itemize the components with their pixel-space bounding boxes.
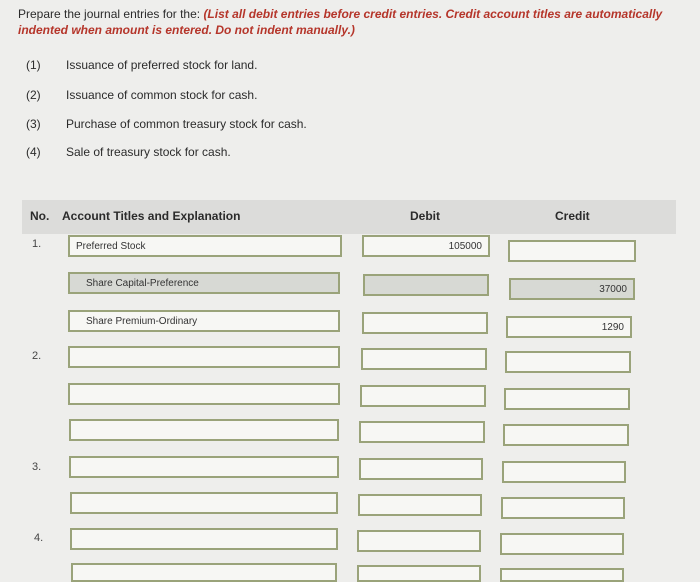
account-title-field[interactable]: Preferred Stock: [68, 235, 342, 257]
entry-number-2: 2.: [32, 350, 42, 362]
entry-number-1: 1.: [32, 238, 42, 250]
debit-field[interactable]: [361, 348, 487, 370]
header-account: Account Titles and Explanation: [62, 209, 241, 223]
debit-field[interactable]: [360, 385, 486, 407]
credit-field[interactable]: [500, 568, 624, 582]
account-title-field[interactable]: [68, 383, 340, 405]
debit-field[interactable]: 105000: [362, 235, 490, 257]
header-credit: Credit: [555, 209, 590, 223]
credit-field[interactable]: 37000: [509, 278, 635, 300]
debit-field[interactable]: [357, 565, 481, 582]
credit-field[interactable]: [503, 424, 629, 446]
instructions: [18, 6, 688, 38]
task-number: (1): [26, 58, 41, 72]
debit-field[interactable]: [358, 494, 482, 516]
credit-field[interactable]: [502, 461, 626, 483]
account-title-field[interactable]: [70, 528, 338, 550]
credit-field[interactable]: [508, 240, 636, 262]
task-text: Issuance of common stock for cash.: [66, 88, 258, 102]
task-text: Issuance of preferred stock for land.: [66, 58, 258, 72]
debit-field[interactable]: [359, 421, 485, 443]
table-header: [22, 200, 676, 234]
task-text: Purchase of common treasury stock for cash.: [66, 117, 307, 131]
debit-field[interactable]: [357, 530, 481, 552]
entry-number-4: 4.: [34, 532, 44, 544]
debit-field[interactable]: [362, 312, 488, 334]
task-text: Sale of treasury stock for cash.: [66, 145, 231, 159]
task-number: (3): [26, 117, 41, 131]
account-title-field[interactable]: [70, 492, 338, 514]
instructions-emphasis: (List all debit entries before credit entries. Credit account titles are automatically indented when amount is entered. Do not indent manually.): [18, 7, 663, 37]
credit-field[interactable]: [501, 497, 625, 519]
account-title-field[interactable]: [69, 456, 339, 478]
entry-number-3: 3.: [32, 461, 42, 473]
credit-field[interactable]: 1290: [506, 316, 632, 338]
account-title-field[interactable]: Share Capital-Preference: [68, 272, 340, 294]
account-title-field[interactable]: Share Premium-Ordinary: [68, 310, 340, 332]
header-no: No.: [30, 209, 50, 223]
debit-field[interactable]: [359, 458, 483, 480]
instructions-lead: Prepare the journal entries for the:: [18, 7, 204, 21]
credit-field[interactable]: [505, 351, 631, 373]
credit-field[interactable]: [500, 533, 624, 555]
debit-field[interactable]: [363, 274, 489, 296]
account-title-field[interactable]: [69, 419, 339, 441]
account-title-field[interactable]: [71, 563, 337, 582]
header-debit: Debit: [410, 209, 440, 223]
task-number: (2): [26, 88, 41, 102]
account-title-field[interactable]: [68, 346, 340, 368]
task-number: (4): [26, 145, 41, 159]
credit-field[interactable]: [504, 388, 630, 410]
